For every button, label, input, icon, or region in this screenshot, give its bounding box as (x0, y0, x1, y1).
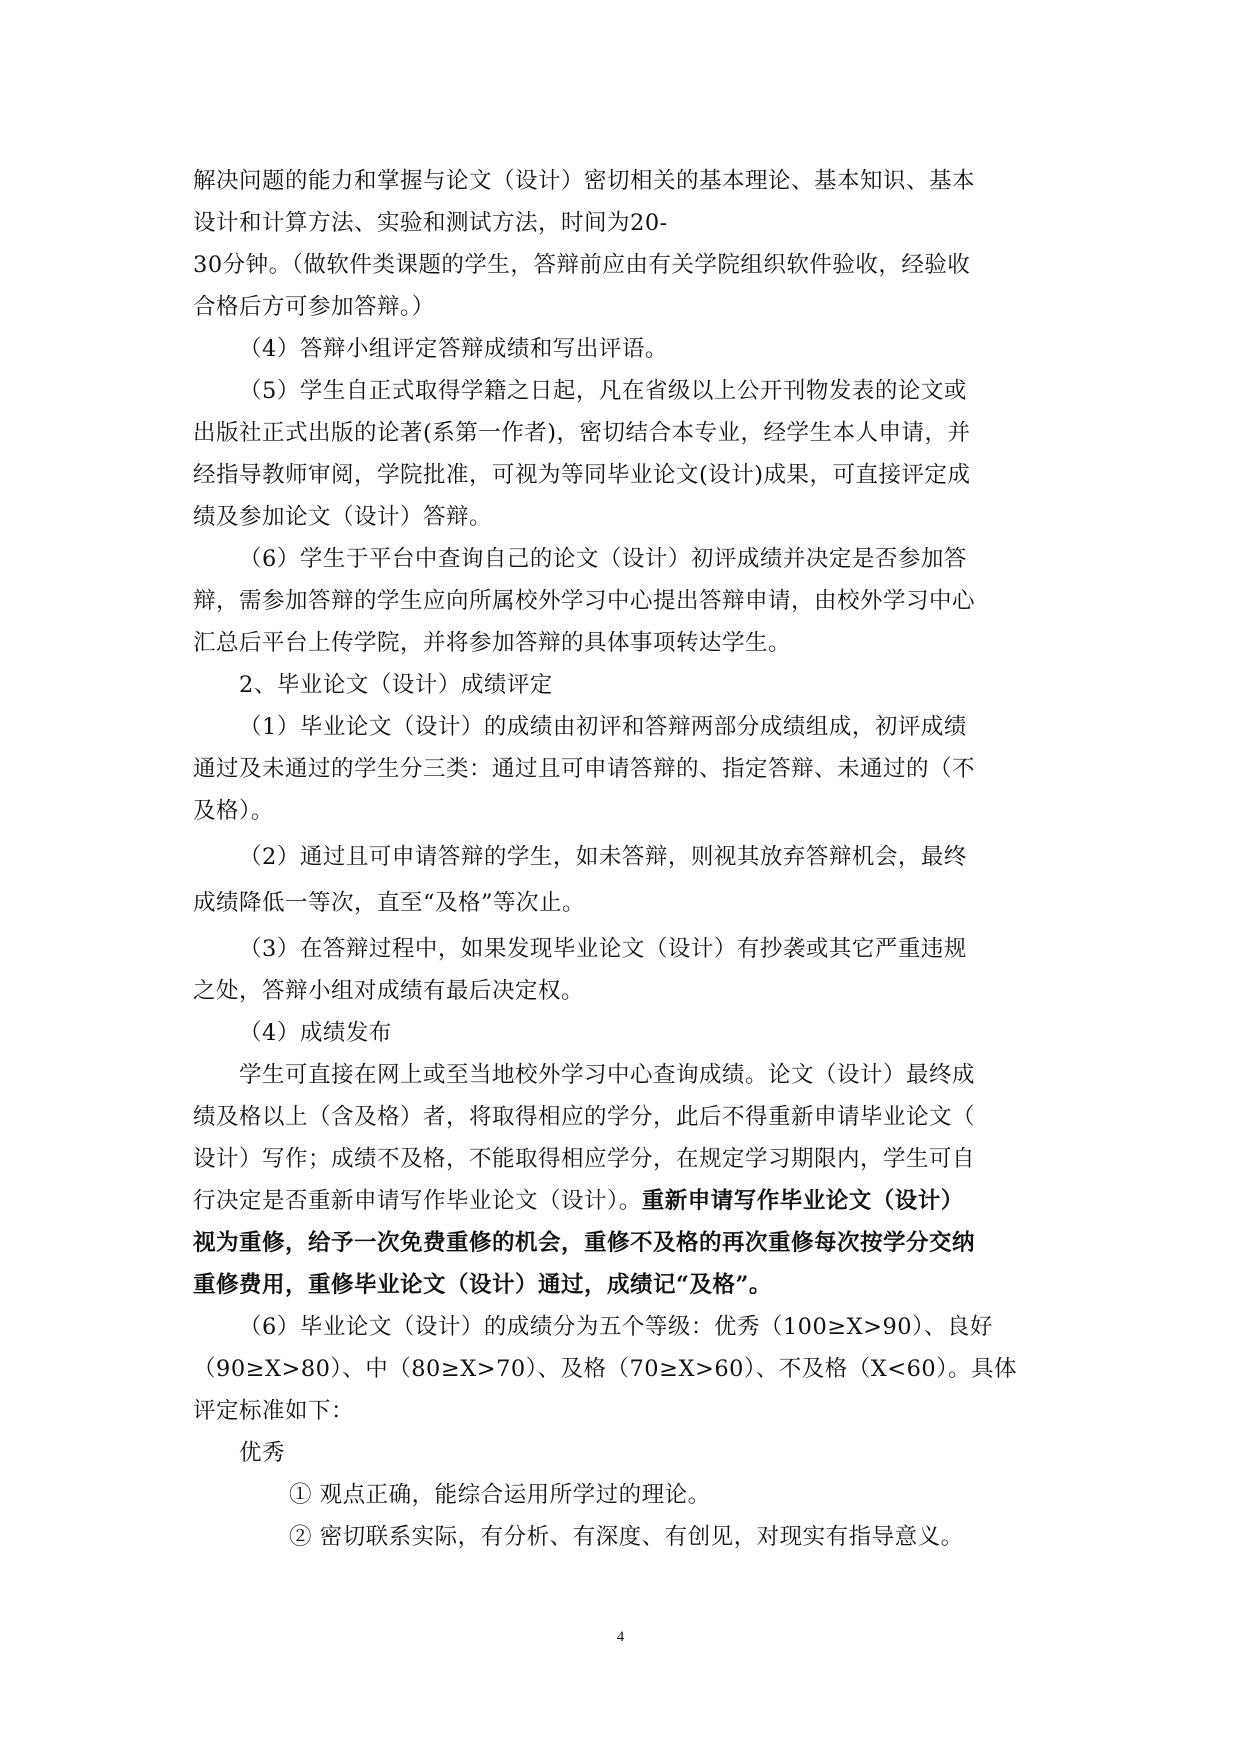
bold-text: 重新申请写作毕业论文（设计） (641, 1188, 964, 1214)
paragraph-line: 学生可直接在网上或至当地校外学习中心查询成绩。论文（设计）最终成 (239, 1062, 976, 1088)
plain-text: 行决定是否重新申请写作毕业论文（设计）。 (193, 1188, 642, 1214)
paragraph-line: （4）答辩小组评定答辩成绩和写出评语。 (239, 336, 668, 362)
list-item: ② 密切联系实际，有分析、有深度、有创见，对现实有指导意义。 (289, 1524, 964, 1550)
paragraph-line: 设计）写作；成绩不及格，不能取得相应学分，在规定学习期限内，学生可自 (193, 1146, 976, 1172)
paragraph-line: （5）学生自正式取得学籍之日起，凡在省级以上公开刊物发表的论文或 (239, 378, 967, 404)
paragraph-line: 汇总后平台上传学院，并将参加答辩的具体事项转达学生。 (193, 630, 792, 656)
subsection-heading: （4）成绩发布 (239, 1020, 392, 1046)
paragraph-line: 辩，需参加答辩的学生应向所属校外学习中心提出答辩申请，由校外学习中心 (193, 588, 976, 614)
grade-heading: 优秀 (239, 1440, 286, 1466)
paragraph-line: （6）毕业论文（设计）的成绩分为五个等级：优秀（100≥X>90）、良好 (239, 1314, 993, 1340)
paragraph-line: 成绩降低一等次，直至“及格”等次止。 (193, 890, 586, 916)
paragraph-line: 通过及未通过的学生分三类：通过且可申请答辩的、指定答辩、未通过的（不 (193, 756, 976, 782)
page-number: 4 (616, 1629, 625, 1645)
paragraph-line: 评定标准如下： (193, 1398, 355, 1424)
paragraph-line: （2）通过且可申请答辩的学生，如未答辩，则视其放弃答辩机会，最终 (239, 844, 967, 870)
list-item: ① 观点正确，能综合运用所学过的理论。 (289, 1482, 711, 1508)
paragraph-line: 出版社正式出版的论著(系第一作者)，密切结合本专业，经学生本人申请，并 (193, 420, 971, 446)
paragraph-line: （1）毕业论文（设计）的成绩由初评和答辩两部分成绩组成，初评成绩 (239, 714, 967, 740)
bold-paragraph-line: 视为重修，给予一次免费重修的机会，重修不及格的再次重修每次按学分交纳 (193, 1230, 976, 1256)
paragraph-line: 绩及参加论文（设计）答辩。 (193, 504, 493, 530)
bold-paragraph-line: 重修费用，重修毕业论文（设计）通过，成绩记“及格”。 (193, 1272, 772, 1298)
paragraph-line: 经指导教师审阅，学院批准，可视为等同毕业论文(设计)成果，可直接评定成 (193, 462, 971, 488)
paragraph-line: 绩及格以上（含及格）者，将取得相应的学分，此后不得重新申请毕业论文（ (193, 1104, 976, 1130)
paragraph-line: 解决问题的能力和掌握与论文（设计）密切相关的基本理论、基本知识、基本 (193, 168, 976, 194)
paragraph-line: 30分钟。（做软件类课题的学生，答辩前应由有关学院组织软件验收，经验收 (193, 252, 971, 278)
paragraph-line: （90≥X>80）、中（80≥X>70）、及格（70≥X>60）、不及格（X<60）。具体 (193, 1356, 1017, 1382)
paragraph-line: 及格）。 (193, 798, 274, 824)
paragraph-line: 设计和计算方法、实验和测试方法，时间为20- (193, 210, 668, 236)
paragraph-line (193, 1180, 1045, 1222)
paragraph-line: 合格后方可参加答辩。） (193, 294, 435, 320)
paragraph-line: （3）在答辩过程中，如果发现毕业论文（设计）有抄袭或其它严重违规 (239, 936, 967, 962)
paragraph-line: （6）学生于平台中查询自己的论文（设计）初评成绩并决定是否参加答 (239, 546, 967, 572)
section-heading: 2、毕业论文（设计）成绩评定 (239, 672, 553, 698)
paragraph-line: 之处，答辩小组对成绩有最后决定权。 (193, 978, 585, 1004)
document-body (193, 160, 1045, 1558)
